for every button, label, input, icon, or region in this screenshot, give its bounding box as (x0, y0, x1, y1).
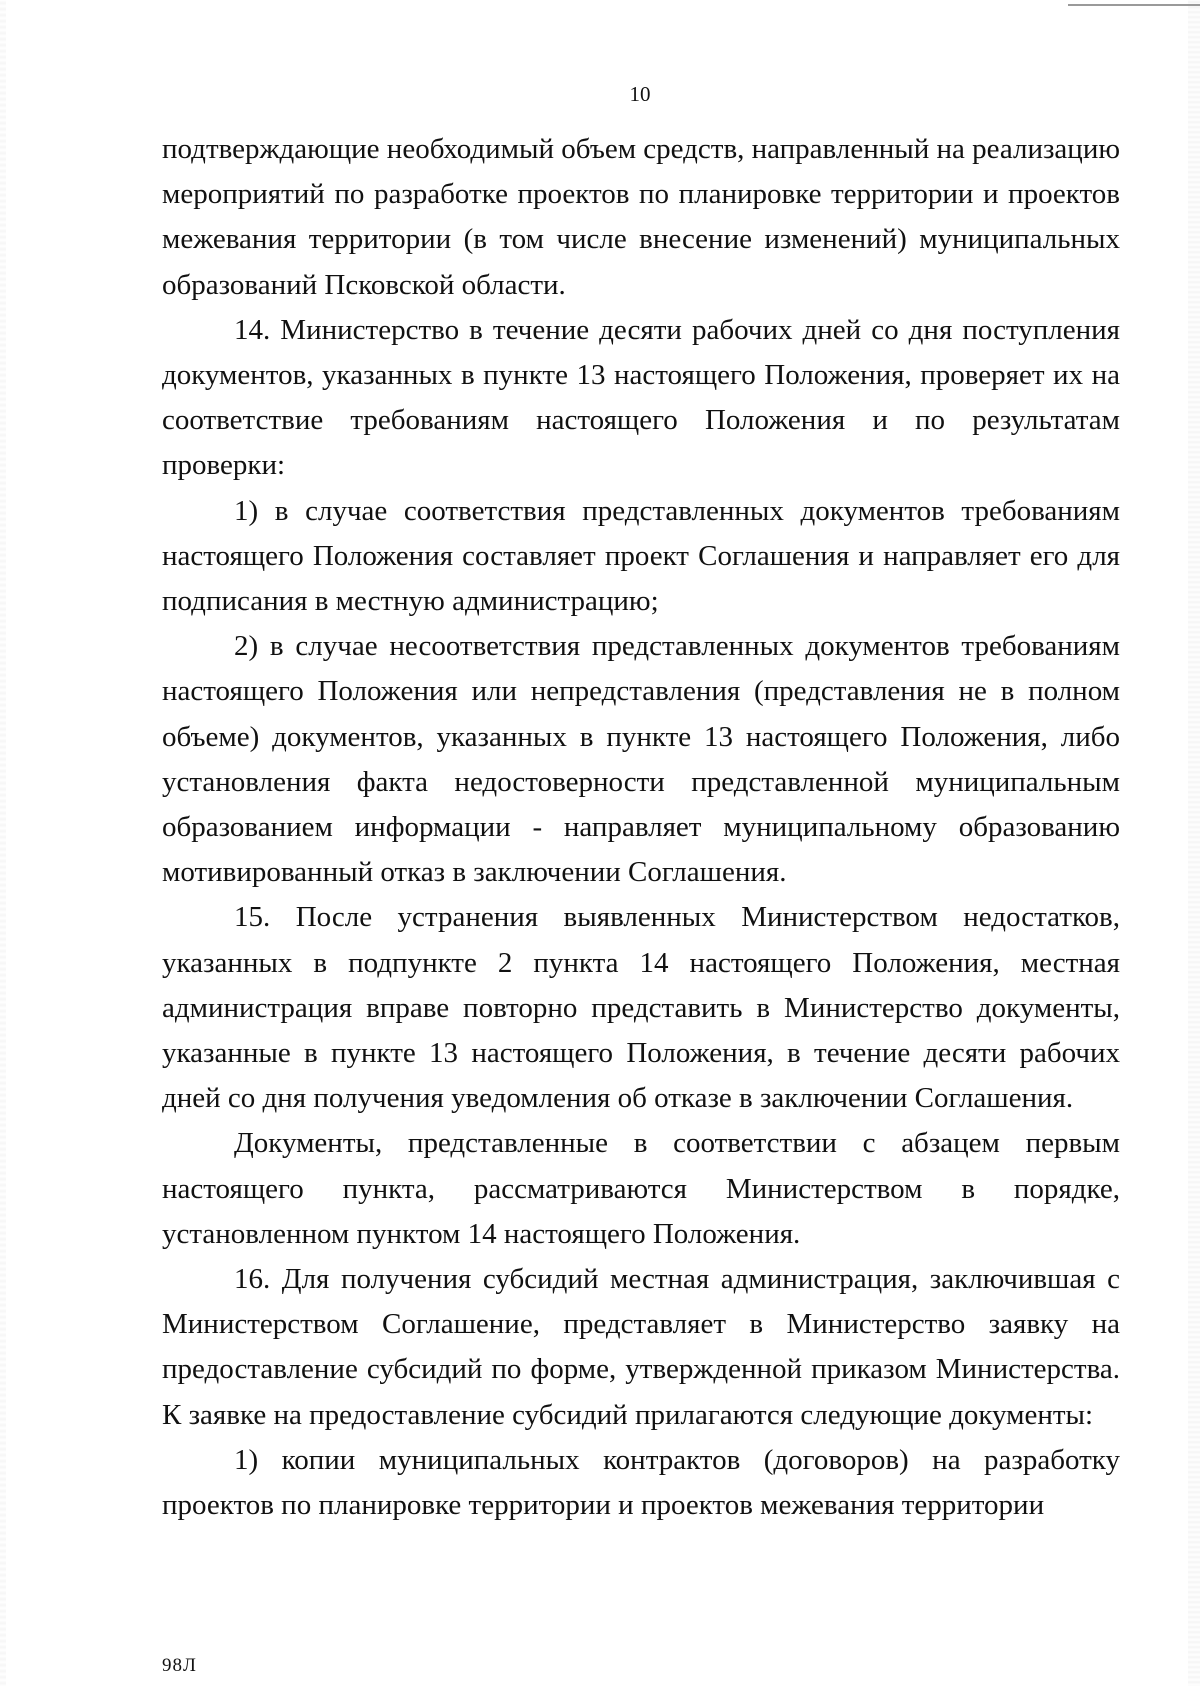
footer-code: 98Л (162, 1655, 197, 1676)
page-number: 10 (629, 82, 651, 106)
document-body (162, 127, 1120, 1528)
paragraph-14: 14. Министерство в течение десяти рабочих дней со дня поступления документов, указанных в пункте 13 настоящего Положения, проверяет их на соответствие требованиям настоящего Положения и по результатам проверки: (162, 313, 1120, 482)
scan-edge-left (0, 0, 6, 1686)
paragraph-continuation: подтверждающие необходимый объем средств, направленный на реализацию мероприятий по разработке проектов по планировке территории и проектов межевания территории (в том числе внесение изменений) муниципальных образований Псковской области. (162, 133, 1121, 301)
paragraph-15: 15. После устранения выявленных Министерством недостатков, указанных в подпункте 2 пункта 14 настоящего Положения, местная администрация вправе повторно представить в Министерство документы, указанные в пункте 13 настоящего Положения, в течение десяти рабочих дней со дня получения уведомления об отказе в заключении Соглашения. (162, 901, 1120, 1115)
paragraph-15-second: Документы, представленные в соответствии с абзацем первым настоящего пункта, рассматриваются Министерством в порядке, установленном пунктом 14 настоящего Положения. (162, 1127, 1120, 1250)
paragraph-16: 16. Для получения субсидий местная администрация, заключившая с Министерством Соглашение, представляет в Министерство заявку на предоставление субсидий по форме, утвержденной приказом Министерства. К заявке на предоставление субсидий прилагаются следующие документы: (162, 1263, 1120, 1431)
scan-edge-right (1188, 0, 1200, 1686)
paragraph-14-item-1: 1) в случае соответствия представленных документов требованиям настоящего Положения составляет проект Соглашения и направляет его для подписания в местную администрацию; (162, 494, 1120, 618)
paragraph-16-item-1: 1) копии муниципальных контрактов (договоров) на разработку проектов по планировке территории и проектов межевания территории (162, 1443, 1120, 1522)
top-rule (1068, 4, 1200, 6)
paragraph-14-item-2: 2) в случае несоответствия представленных документов требованиям настоящего Положения или непредставления (представления не в полном объеме) документов, указанных в пункте 13 настоящего Положения, либо установления факта недостоверности представленной муниципальным образованием информации - направляет муниципальному образованию мотивированный отказ в заключении Соглашения. (162, 630, 1120, 889)
